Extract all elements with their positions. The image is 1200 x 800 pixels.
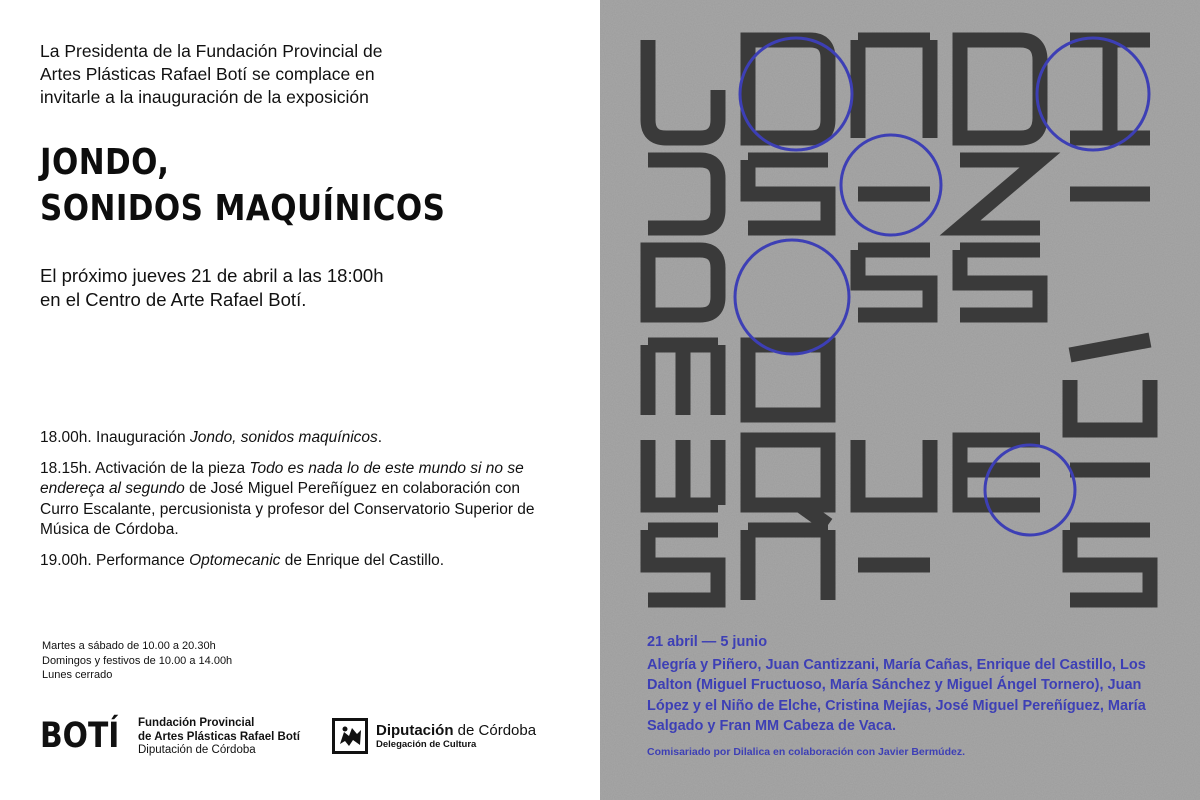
- glyph-s5: [1070, 530, 1150, 600]
- exhibition-credits: [647, 632, 1187, 737]
- program-text: de Enrique del Castillo.: [280, 551, 445, 569]
- hours-line: Domingos y festivos de 10.00 a 14.00h: [42, 654, 233, 667]
- glyph-d2: [960, 40, 1040, 138]
- glyph-s3: [858, 250, 930, 315]
- blue-ring-o: [841, 135, 941, 235]
- program-work-title: Optomecanic: [189, 551, 281, 569]
- glyph-o-gray: [748, 40, 828, 138]
- title-line: SONIDOS MAQUÍNICOS: [40, 188, 446, 229]
- program-text: 18.00h. Inauguración: [40, 429, 190, 446]
- glyph-j: [648, 40, 718, 138]
- blue-ring-o: [985, 445, 1075, 535]
- hours-line: Lunes cerrado: [42, 669, 113, 681]
- glyph-u3: [1070, 380, 1150, 430]
- program-text: de José Miguel Pereñíguez en colaboración con Curro Escalante, percusionista y profesor del Conservatorio Superior de Música de Córdoba.: [40, 480, 535, 538]
- intro-line: invitarle a la inauguración de la exposición: [40, 87, 369, 107]
- program-text: 19.00h. Performance: [40, 551, 190, 569]
- program-work-title: Jondo, sonidos maquínicos: [189, 429, 378, 446]
- exhibition-dates: 21 abril — 5 junio: [647, 634, 768, 650]
- program-text: .: [377, 429, 383, 446]
- intro-line: La Presidenta de la Fundación Provincial de: [40, 41, 383, 61]
- poster-panel: [600, 0, 1200, 800]
- intro-paragraph: [40, 40, 560, 109]
- fundacion-logo-text: [138, 717, 300, 758]
- place-line: en el Centro de Arte Rafael Botí.: [40, 289, 307, 310]
- glyph-s: [648, 530, 718, 600]
- title-line: JONDO,: [40, 142, 170, 183]
- glyph-s2: [748, 160, 828, 228]
- program-work-title: Todo es nada lo de este mundo si no se endereça al segundo: [40, 459, 524, 497]
- fundacion-line: de Artes Plásticas Rafael Botí: [138, 730, 300, 743]
- fundacion-line: Fundación Provincial: [138, 717, 255, 729]
- glyph-z: [960, 160, 1040, 228]
- curator-credit: Comisariado por Dilalica en colaboración con Javier Bermúdez.: [647, 746, 966, 758]
- glyph-m: [648, 345, 718, 415]
- event-date-place: [40, 264, 560, 312]
- glyph-n: [748, 530, 828, 600]
- boti-logo: BOTÍ: [40, 716, 120, 756]
- diputacion-logo-text: [376, 722, 536, 751]
- glyph-o2: [748, 345, 828, 415]
- date-line: El próximo jueves 21 de abril a las 18:00h: [40, 265, 384, 286]
- intro-line: Artes Plásticas Rafael Botí se complace en: [40, 64, 375, 84]
- artist-list: Alegría y Piñero, Juan Cantizzani, María Cañas, Enrique del Castillo, Los Dalton (Miguel Fructuoso, María Sánchez y Miguel Ángel Tornero), Juan López y el Niño de Elche, Cristina Mejías, José Miguel Pereñíguez, María Salgado y Fran MM Cabeza de Vaca.: [647, 656, 1146, 734]
- glyph-s4: [960, 250, 1040, 315]
- blue-ring-o: [735, 240, 849, 354]
- exhibition-title: [40, 140, 504, 232]
- program-item: [40, 459, 560, 541]
- glyph-d: [648, 250, 718, 315]
- glyph-n2: [858, 40, 930, 138]
- glyph-u: [648, 160, 718, 228]
- glyph-q: [748, 440, 828, 525]
- opening-hours: [42, 639, 232, 683]
- diputacion-subtitle: Delegación de Cultura: [376, 739, 477, 750]
- program-item: [40, 428, 560, 449]
- glyph-accent: [1070, 340, 1150, 355]
- glyph-a: [648, 440, 718, 505]
- fundacion-line: Diputación de Córdoba: [138, 744, 256, 756]
- glyph-h: [1070, 40, 1150, 138]
- event-program: [40, 428, 560, 581]
- diputacion-emblem-icon: [332, 718, 368, 754]
- program-item: [40, 551, 560, 572]
- diputacion-name-rest: de Córdoba: [453, 722, 537, 739]
- diputacion-name-bold: Diputación: [376, 722, 454, 739]
- program-text: 18.15h. Activación de la pieza: [40, 459, 250, 477]
- glyph-u2: [858, 440, 930, 505]
- hours-line: Martes a sábado de 10.00 a 20.30h: [42, 640, 216, 652]
